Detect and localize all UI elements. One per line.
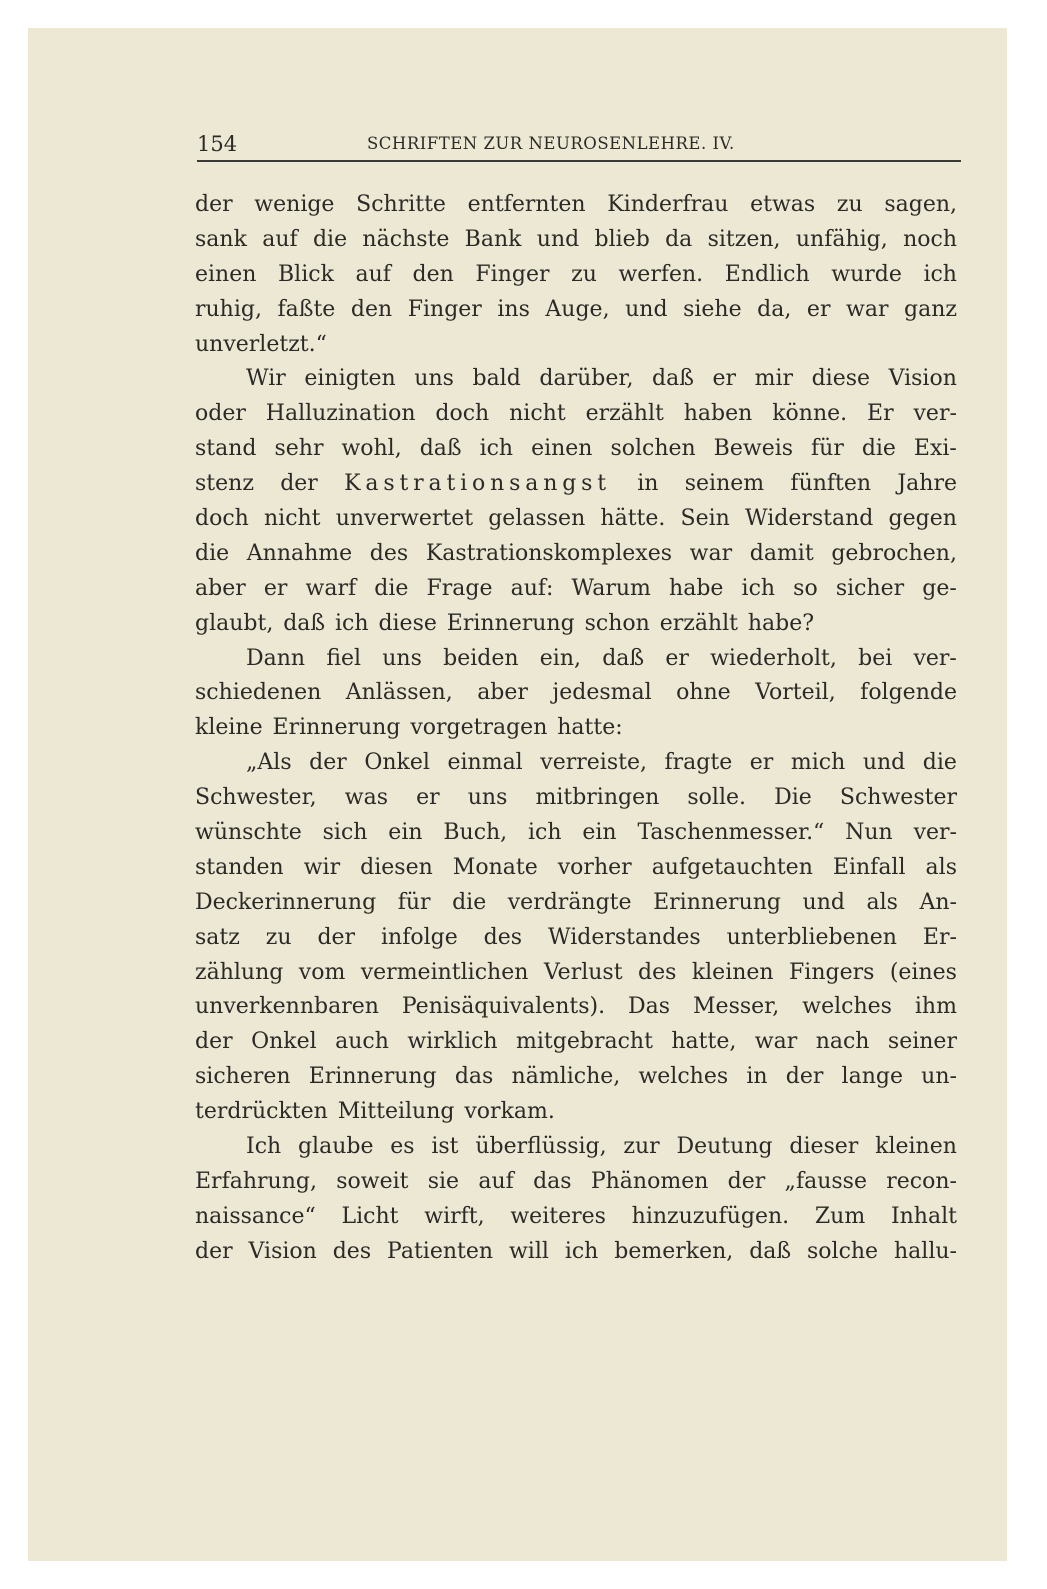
- text-line: [195, 607, 957, 642]
- word: und: [625, 296, 668, 322]
- word: kleine: [195, 715, 263, 741]
- word: die: [374, 575, 409, 601]
- word: den: [350, 296, 393, 322]
- text-line: [195, 328, 957, 363]
- word: Schritte: [356, 192, 446, 217]
- word: Verlust: [543, 959, 623, 985]
- word: und: [536, 226, 580, 252]
- word: der: [785, 1064, 824, 1090]
- word: wirft,: [424, 1203, 485, 1229]
- word: uns: [382, 645, 422, 671]
- word: vorkam.: [464, 1099, 555, 1125]
- word: aber: [477, 680, 528, 706]
- word: Frage: [426, 575, 493, 601]
- word: wünschte: [195, 820, 302, 846]
- text-line: [195, 397, 957, 432]
- word: Erinnerung: [653, 889, 781, 915]
- word: Zum: [814, 1203, 866, 1229]
- word: unverwertet: [335, 506, 474, 532]
- word: die: [312, 226, 348, 252]
- word: ich: [741, 575, 776, 601]
- word: als: [866, 889, 898, 915]
- word: war: [846, 296, 889, 322]
- word: wiederholt,: [710, 645, 837, 671]
- word: sie: [427, 1168, 460, 1194]
- word: vom: [298, 959, 346, 985]
- word: unfähig,: [795, 226, 888, 252]
- page-number: 154: [197, 132, 238, 156]
- word: seinem: [684, 471, 765, 497]
- word: nämliche,: [511, 1064, 621, 1090]
- text-line: [195, 293, 957, 328]
- word: Widerstand: [745, 506, 874, 532]
- word: der: [309, 750, 347, 776]
- word: nicht: [509, 401, 566, 427]
- page-header: [197, 128, 961, 162]
- word: verreiste,: [540, 750, 647, 776]
- word: hallu-: [894, 1238, 957, 1264]
- word: glaubt,: [195, 610, 274, 636]
- word: Penisäquivalents).: [401, 994, 606, 1020]
- text-line: [195, 1200, 957, 1235]
- word: habe: [669, 575, 724, 601]
- word: un-: [921, 1064, 957, 1090]
- word: blieb: [594, 226, 650, 252]
- word: Sein: [680, 506, 730, 532]
- word: diese: [811, 366, 871, 392]
- word: daß: [419, 436, 462, 462]
- word: als: [925, 854, 957, 880]
- text-line: [195, 1095, 957, 1130]
- word: wirklich: [407, 1029, 498, 1055]
- text-line: [195, 537, 957, 572]
- word: es: [390, 1134, 415, 1160]
- word: sitzen,: [707, 226, 781, 252]
- word: infolge: [381, 924, 458, 950]
- word: haben: [683, 401, 753, 427]
- word: Fingers: [789, 959, 875, 985]
- word: vermeintlichen: [360, 959, 529, 985]
- word: was: [344, 785, 388, 811]
- text-line: [195, 1060, 957, 1095]
- word: Vorteil,: [755, 680, 836, 706]
- text-line: [195, 223, 957, 258]
- word: zu: [836, 192, 863, 217]
- word: welches: [802, 994, 892, 1020]
- word: auch: [335, 1029, 389, 1055]
- word: warf: [305, 575, 357, 601]
- word: hätte.: [600, 506, 666, 532]
- word: des: [483, 924, 523, 950]
- word: glaube: [297, 1134, 374, 1160]
- word: ich: [564, 1238, 599, 1264]
- word: Nun: [845, 820, 893, 846]
- text-line: [195, 816, 957, 851]
- word: Wir: [246, 366, 286, 392]
- word: doch: [195, 506, 249, 532]
- word: Ich: [246, 1134, 282, 1160]
- word: Messer,: [693, 994, 780, 1020]
- word: überflüssig,: [475, 1134, 607, 1160]
- word: doch: [435, 401, 490, 427]
- word: gebrochen,: [831, 540, 957, 566]
- word: sich: [322, 820, 368, 846]
- word: für: [811, 436, 844, 462]
- word: ich: [923, 261, 957, 287]
- word: Erinnerung: [446, 610, 575, 636]
- word: standen: [195, 854, 284, 880]
- word: sank: [195, 226, 247, 252]
- word: nach: [815, 1029, 870, 1055]
- word: unterbliebenen: [726, 924, 897, 950]
- word: zu: [265, 924, 292, 950]
- word: ihm: [914, 994, 957, 1020]
- word: Bank: [464, 226, 522, 252]
- word: ein: [582, 820, 617, 846]
- word: will: [508, 1238, 549, 1264]
- word: er: [416, 785, 440, 811]
- word: Vision: [248, 1238, 317, 1264]
- word: Die: [774, 785, 812, 811]
- word: den: [412, 261, 454, 287]
- word: die: [452, 889, 487, 915]
- word: zur: [623, 1134, 660, 1160]
- word: könne.: [772, 401, 848, 427]
- word: uns: [414, 366, 454, 392]
- word: des: [332, 1238, 372, 1264]
- text-line: [195, 258, 957, 293]
- word: ich: [528, 820, 562, 846]
- word: daß: [749, 1238, 792, 1264]
- word: Auge,: [545, 296, 610, 322]
- word: in: [637, 471, 659, 497]
- word: recon-: [886, 1168, 957, 1194]
- word: Erinnerung: [308, 1064, 437, 1090]
- word: Dann: [246, 645, 306, 671]
- word: ver-: [913, 401, 957, 427]
- word: folgende: [860, 680, 957, 706]
- word: Erinnerung: [272, 715, 401, 741]
- word: soweit: [336, 1168, 409, 1194]
- word: der: [280, 471, 318, 497]
- word: wenige: [254, 192, 335, 217]
- word: schon: [584, 610, 650, 636]
- word: des: [369, 540, 409, 566]
- word: die: [861, 436, 896, 462]
- word: Onkel: [251, 1029, 317, 1055]
- word: Annahme: [246, 540, 353, 566]
- word: uns: [467, 785, 508, 811]
- word: Einfall: [832, 854, 906, 880]
- word: diesen: [360, 854, 433, 880]
- word: (eines: [889, 959, 957, 985]
- text-line: [195, 990, 957, 1025]
- word: fiel: [326, 645, 362, 671]
- word: da,: [757, 296, 792, 322]
- word: diese: [378, 610, 437, 636]
- word: kleinen: [691, 959, 774, 985]
- word: einen: [195, 261, 257, 287]
- word: sicheren: [195, 1064, 291, 1090]
- word: ich: [335, 610, 369, 636]
- word: so: [793, 575, 818, 601]
- word: Widerstandes: [547, 924, 701, 950]
- word: wir: [303, 854, 341, 880]
- word: Taschenmesser.“: [637, 820, 825, 846]
- word: Er-: [922, 924, 957, 950]
- word: sicher: [835, 575, 905, 601]
- word: Licht: [341, 1203, 399, 1229]
- word: stand: [195, 436, 257, 462]
- word: ge-: [922, 575, 957, 601]
- word: ein: [388, 820, 423, 846]
- word: solchen: [610, 436, 696, 462]
- word: und: [862, 750, 906, 776]
- text-line: [195, 1025, 957, 1060]
- word: einigten: [304, 366, 396, 392]
- word: war: [754, 1029, 798, 1055]
- word: für: [397, 889, 431, 915]
- word: Vision: [888, 366, 957, 392]
- text-line: [195, 956, 957, 991]
- word: Schwester,: [195, 785, 317, 811]
- word: Erfahrung,: [195, 1168, 317, 1194]
- text-line: [195, 851, 957, 886]
- word: gelassen: [488, 506, 586, 532]
- word: Finger: [475, 261, 550, 287]
- word: entfernten: [467, 192, 586, 217]
- word: solche: [807, 1238, 879, 1264]
- word: dieser: [789, 1134, 859, 1160]
- word: wurde: [831, 261, 902, 287]
- word: aber: [195, 575, 246, 601]
- word: etwas: [750, 192, 816, 217]
- word: mitbringen: [535, 785, 660, 811]
- word: auf: [262, 226, 298, 252]
- word: hinzuzufügen.: [631, 1203, 790, 1229]
- word: Halluzination: [265, 401, 416, 427]
- body-text: [195, 188, 957, 1270]
- word: bei: [858, 645, 893, 671]
- word: Kinderfrau: [607, 192, 729, 217]
- text-line: [195, 642, 957, 677]
- word: solle.: [687, 785, 747, 811]
- word: da: [665, 226, 693, 252]
- word: „Als: [246, 750, 292, 776]
- word: bald: [472, 366, 521, 392]
- word: in: [746, 1064, 768, 1090]
- word: beiden: [443, 645, 519, 671]
- book-page: [28, 28, 1007, 1561]
- word: bemerken,: [614, 1238, 734, 1264]
- word: Inhalt: [890, 1203, 957, 1229]
- word: faßte: [277, 296, 336, 322]
- text-line: [195, 1130, 957, 1165]
- word: der: [317, 924, 356, 950]
- word: ist: [431, 1134, 459, 1160]
- word: der: [195, 192, 233, 217]
- word: war: [689, 540, 733, 566]
- text-line: [195, 886, 957, 921]
- word: ganz: [904, 296, 957, 322]
- word: erzählt: [585, 401, 664, 427]
- word: unverletzt.“: [195, 331, 327, 357]
- word: nächste: [362, 226, 450, 252]
- word: er: [665, 645, 689, 671]
- word: oder: [195, 401, 246, 427]
- word: Warum: [571, 575, 651, 601]
- word: der: [195, 1238, 233, 1264]
- word: ruhig,: [195, 296, 262, 322]
- word: jedesmal: [552, 680, 652, 706]
- word: die: [195, 540, 230, 566]
- word: daß: [283, 610, 326, 636]
- word: des: [637, 959, 677, 985]
- word: Endlich: [724, 261, 810, 287]
- word: das: [533, 1168, 572, 1194]
- word: ver-: [913, 645, 957, 671]
- running-title: SCHRIFTEN ZUR NEUROSENLEHRE. IV.: [367, 134, 735, 153]
- text-line: [195, 746, 957, 781]
- word: hatte:: [557, 715, 623, 741]
- word: auf: [355, 261, 391, 287]
- word: ins: [497, 296, 530, 322]
- word: seiner: [887, 1029, 957, 1055]
- text-line: [195, 572, 957, 607]
- word: welches: [638, 1064, 729, 1090]
- word: gegen: [888, 506, 957, 532]
- word: Deckerinnerung: [195, 889, 377, 915]
- word: und: [802, 889, 845, 915]
- text-line: [195, 502, 957, 537]
- word: habe?: [747, 610, 815, 636]
- word: Kastrationskomplexes: [425, 540, 673, 566]
- word: Schwester: [839, 785, 957, 811]
- word: nicht: [263, 506, 321, 532]
- word: Phänomen: [590, 1168, 709, 1194]
- word: einen: [531, 436, 593, 462]
- word: sehr: [274, 436, 324, 462]
- word: das: [454, 1064, 494, 1090]
- word: Patienten: [387, 1238, 494, 1264]
- word: darüber,: [539, 366, 634, 392]
- word: satz: [195, 924, 240, 950]
- word: lange: [841, 1064, 903, 1090]
- word: zu: [571, 261, 597, 287]
- word: Onkel: [364, 750, 430, 776]
- word: mitgebracht: [516, 1029, 653, 1055]
- word: werfen.: [618, 261, 704, 287]
- word: Deutung: [676, 1134, 773, 1160]
- word: kleinen: [875, 1134, 957, 1160]
- word: der: [195, 1029, 233, 1055]
- text-line: [195, 1235, 957, 1270]
- text-line: [195, 362, 957, 397]
- word: fünften: [790, 471, 872, 497]
- text-line: [195, 781, 957, 816]
- word: Buch,: [443, 820, 508, 846]
- word: Blick: [278, 261, 334, 287]
- word: Finger: [407, 296, 482, 322]
- word: vorher: [557, 854, 632, 880]
- word: ich: [479, 436, 514, 462]
- word: der: [727, 1168, 766, 1194]
- word: naissance“: [195, 1203, 316, 1229]
- word: fragte: [664, 750, 733, 776]
- word: Jahre: [897, 471, 957, 497]
- text-line: [195, 676, 957, 711]
- word: „fausse: [784, 1168, 867, 1194]
- word: damit: [749, 540, 814, 566]
- word: siehe: [683, 296, 742, 322]
- word: verdrängte: [507, 889, 632, 915]
- word: erzählt: [659, 610, 738, 636]
- word: er: [806, 296, 831, 322]
- word: wohl,: [341, 436, 402, 462]
- word: aufgetauchten: [651, 854, 813, 880]
- word: weiteres: [510, 1203, 606, 1229]
- text-line: [195, 467, 957, 502]
- word: er: [712, 366, 737, 392]
- word: daß: [652, 366, 694, 392]
- word: unverkennbaren: [195, 994, 379, 1020]
- word: Er: [867, 401, 894, 427]
- word: noch: [903, 226, 957, 252]
- text-line: [195, 432, 957, 467]
- word: daß: [602, 645, 645, 671]
- text-line: [195, 188, 957, 223]
- word: vorgetragen: [410, 715, 548, 741]
- word: einmal: [447, 750, 523, 776]
- word: Beweis: [713, 436, 794, 462]
- word: auf:: [510, 575, 554, 601]
- word: schiedenen: [195, 680, 322, 706]
- word: zählung: [195, 959, 284, 985]
- word: Kastrationsangst: [344, 471, 611, 497]
- word: hatte,: [671, 1029, 737, 1055]
- word: Monate: [452, 854, 538, 880]
- word: Mitteilung: [337, 1099, 455, 1125]
- word: ein,: [539, 645, 581, 671]
- word: Das: [628, 994, 671, 1020]
- word: ohne: [676, 680, 731, 706]
- word: sagen,: [884, 192, 957, 217]
- text-line: [195, 711, 957, 746]
- word: er: [263, 575, 288, 601]
- word: stenz: [195, 471, 254, 497]
- word: Anlässen,: [345, 680, 453, 706]
- word: auf: [478, 1168, 514, 1194]
- word: mich: [790, 750, 846, 776]
- text-line: [195, 921, 957, 956]
- word: Exi-: [913, 436, 957, 462]
- word: ver-: [913, 820, 957, 846]
- word: mir: [754, 366, 794, 392]
- text-line: [195, 1165, 957, 1200]
- word: An-: [919, 889, 957, 915]
- word: terdrückten: [195, 1099, 328, 1125]
- word: die: [922, 750, 957, 776]
- word: er: [749, 750, 774, 776]
